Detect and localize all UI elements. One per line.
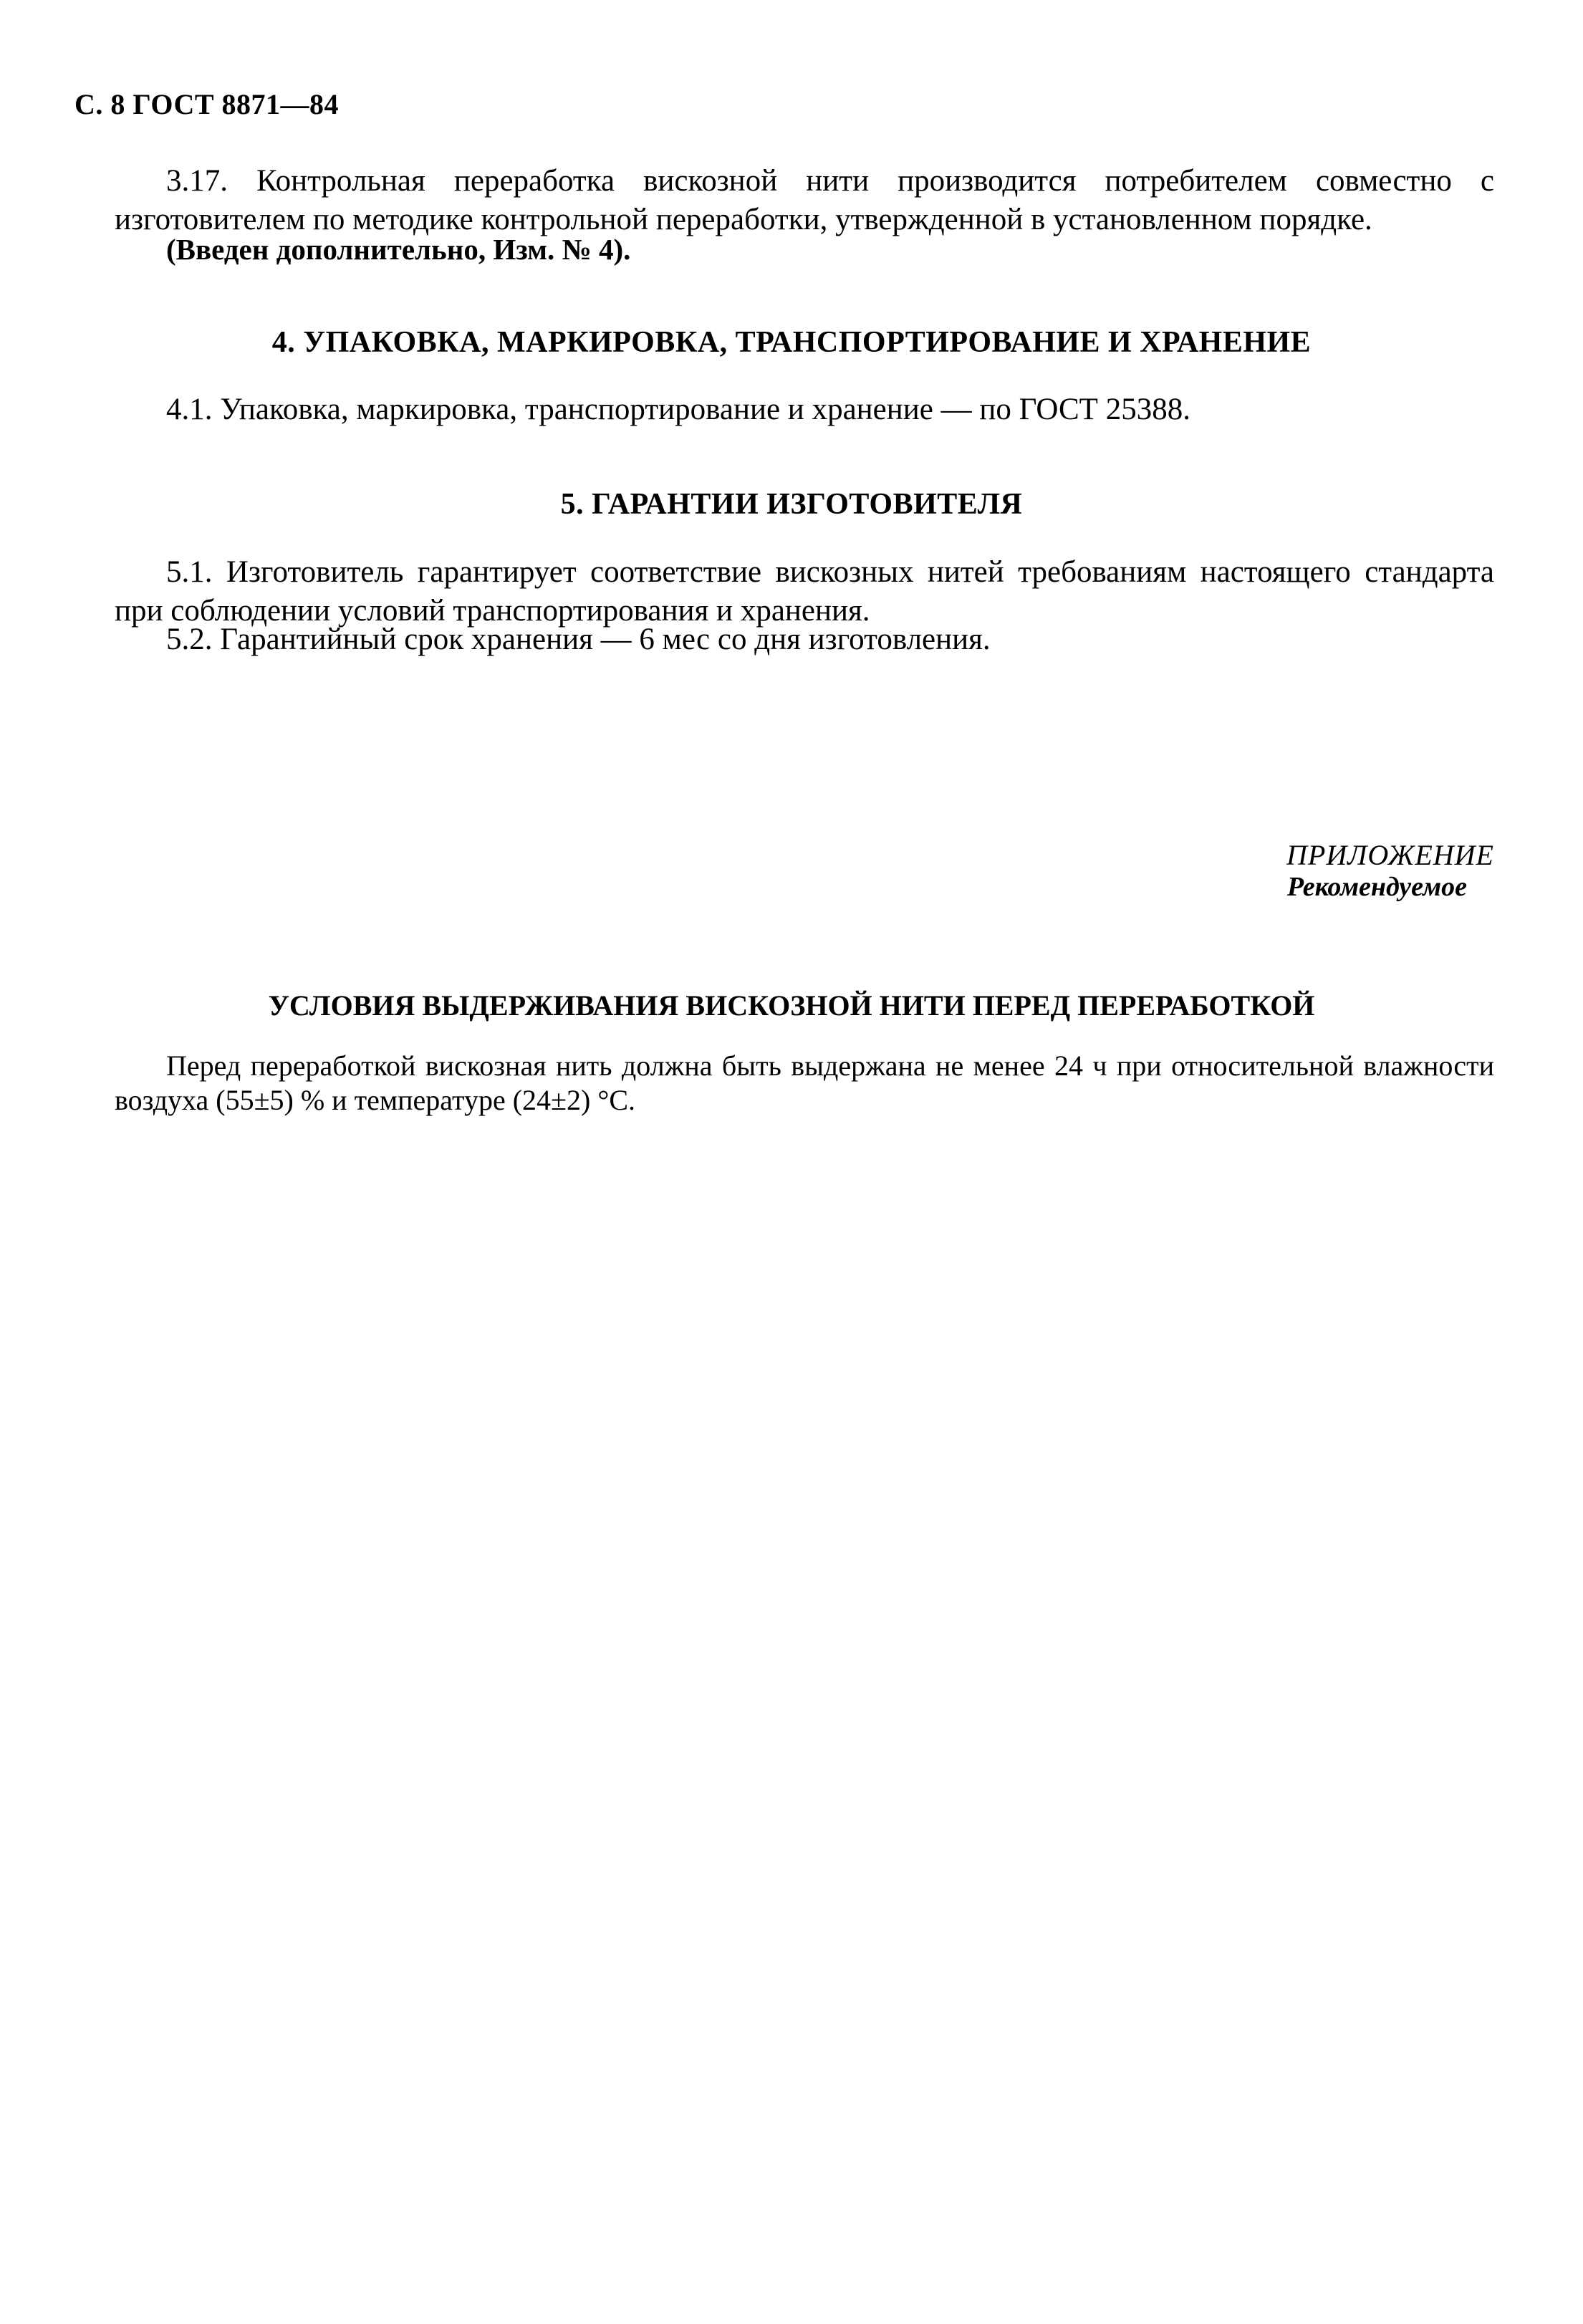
clause-5-1 — [115, 553, 1494, 630]
section-5-title: 5. ГАРАНТИИ ИЗГОТОВИТЕЛЯ — [560, 488, 1023, 521]
appendix-status: Рекомендуемое — [1286, 872, 1467, 902]
page-header: С. 8 ГОСТ 8871—84 — [74, 88, 340, 120]
appendix-label: ПРИЛОЖЕНИЕ — [1286, 839, 1494, 871]
section-4-title: 4. УПАКОВКА, МАРКИРОВКА, ТРАНСПОРТИРОВАНИЕ И ХРАНЕНИЕ — [271, 326, 1312, 359]
appendix-body-text: Перед переработкой вискозная нить должна быть выдержана не менее 24 ч при относительной влажности воздуха (55±5) % и температуре (24±2) °С. — [115, 1050, 1494, 1116]
amendment-note: (Введен дополнительно, Изм. № 4). — [166, 233, 631, 266]
clause-3-17-text: 3.17. Контрольная переработка вискозной нити производится потребителем совместно с изготовителем по методике контрольной переработки, утвержденной в установленном порядке. — [115, 164, 1494, 236]
clause-5-1-text: 5.1. Изготовитель гарантирует соответствие вискозных нитей требованиям настоящего стандарта при соблюдении условий транспортирования и хранения. — [115, 555, 1494, 628]
appendix-body — [115, 1049, 1494, 1118]
clause-3-17 — [115, 162, 1494, 239]
clause-5-2: 5.2. Гарантийный срок хранения — 6 мес со дня изготовления. — [166, 623, 991, 656]
appendix-title: УСЛОВИЯ ВЫДЕРЖИВАНИЯ ВИСКОЗНОЙ НИТИ ПЕРЕД ПЕРЕРАБОТКОЙ — [268, 989, 1315, 1022]
clause-4-1: 4.1. Упаковка, маркировка, транспортирование и хранение — по ГОСТ 25388. — [166, 393, 1190, 426]
